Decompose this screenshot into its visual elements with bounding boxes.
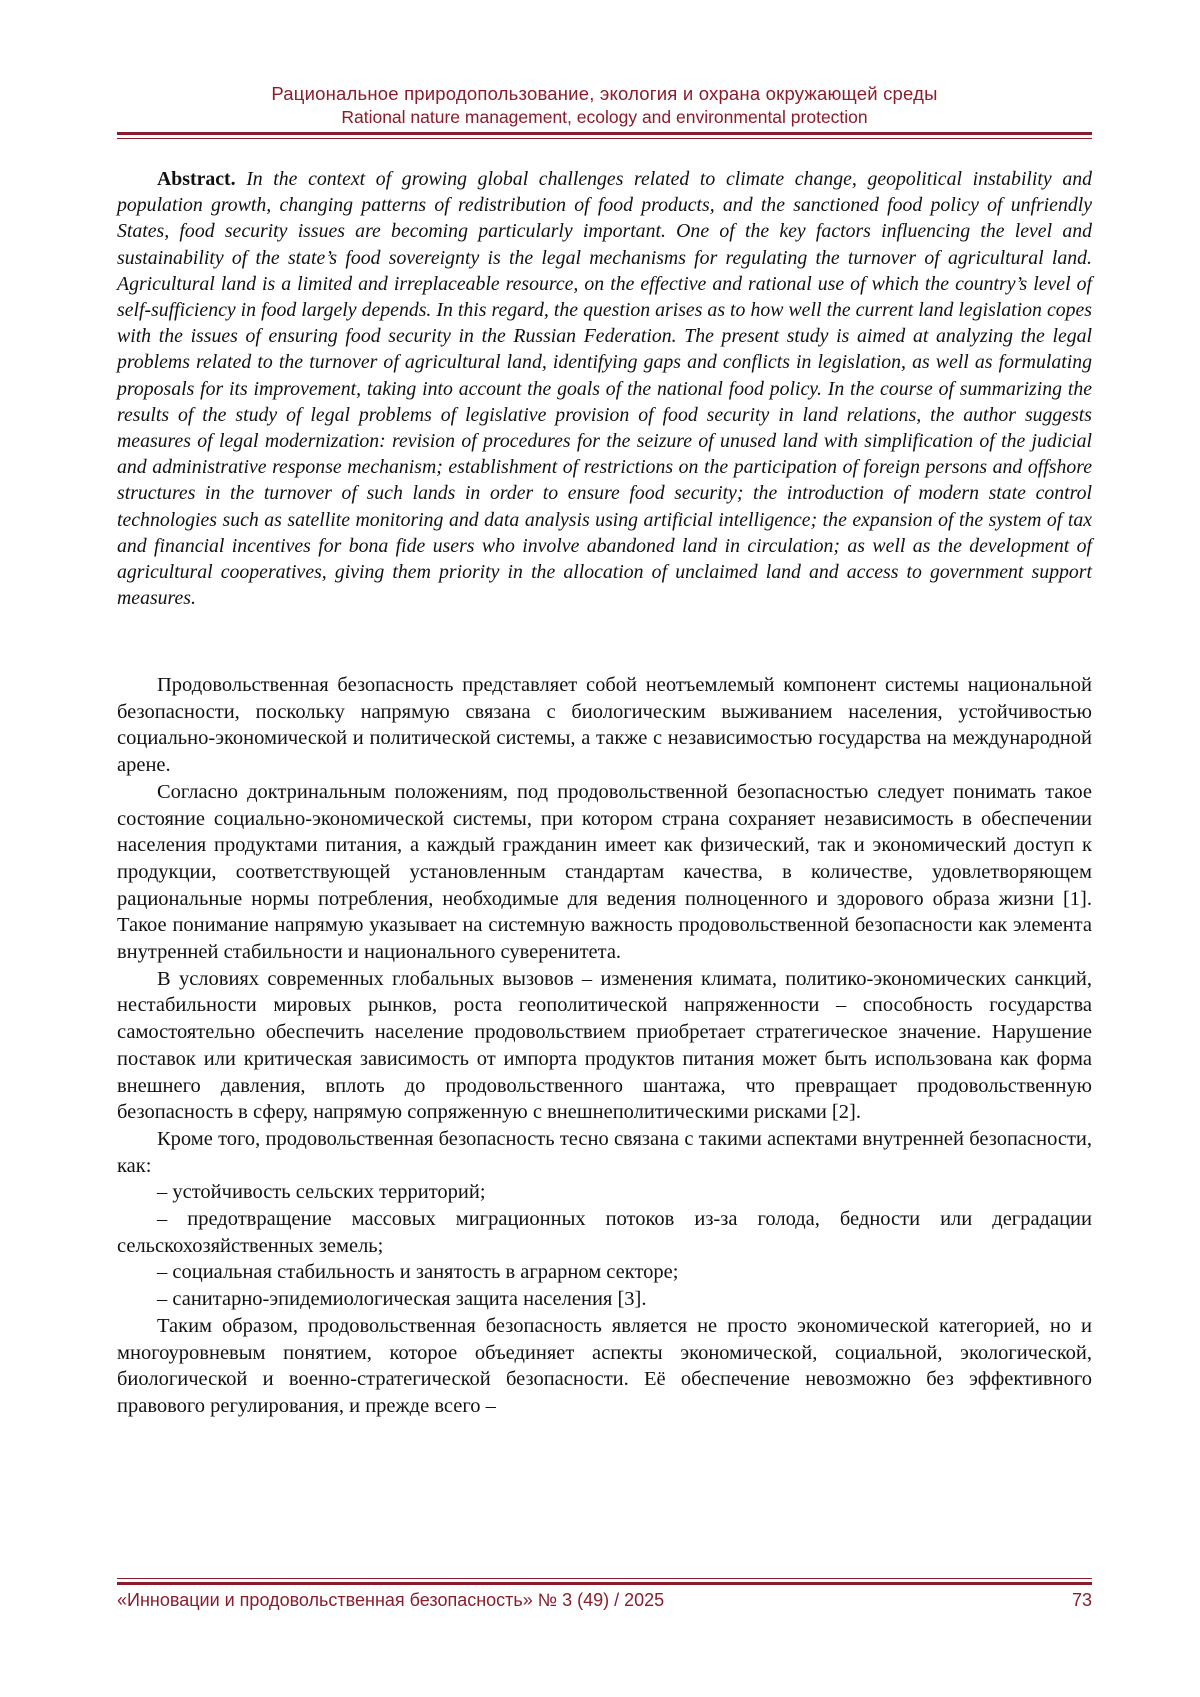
footer-rule-thin [117, 1578, 1092, 1579]
footer-journal: «Инновации и продовольственная безопасность» № 3 (49) / 2025 [117, 1590, 665, 1610]
header-rule-thick [117, 132, 1092, 135]
paragraph: Таким образом, продовольственная безопасность является не просто экономической категорией, но и многоуровневым понятием, которое объединяет аспекты экономической, социальной, экологической, биологической и военно-стратегической безопасности. Её обеспечение невозможно без эффективного правового регулирования, и прежде всего – [117, 1314, 1092, 1417]
body-text [117, 672, 1092, 1420]
paragraph: Продовольственная безопасность представляет собой неотъемлемый компонент системы национальной безопасности, поскольку напрямую связана с биологическим выживанием населения, устойчивостью социально-экономической и политической системы, а также с независимостью государства на международной арене. [117, 674, 1092, 777]
list-item: – социальная стабильность и занятость в аграрном секторе; [157, 1261, 679, 1284]
abstract-label: Abstract. [157, 168, 236, 190]
list-item: – устойчивость сельских территорий; [157, 1181, 486, 1204]
header-title-en: Rational nature management, ecology and environmental protection [341, 107, 868, 127]
list-item: – санитарно-эпидемиологическая защита населения [3]. [157, 1288, 647, 1311]
header-title-ru: Рациональное природопользование, экология и охрана окружающей среды [271, 83, 938, 104]
footer-rule-thick [117, 1582, 1092, 1585]
running-header [117, 82, 1092, 128]
list-item: – предотвращение массовых миграционных потоков из-за голода, бедности или деградации сельскохозяйственных земель; [117, 1208, 1092, 1257]
abstract-text: In the context of growing global challenges related to climate change, geopolitical instability and population growth, changing patterns of redistribution of food products, and the sanctioned food policy of unfriendly States, food security issues are becoming particularly important. One of the key factors influencing the level and sustainability of the state’s food sovereignty is the legal mechanisms for regulating the turnover of agricultural land. Agricultural land is a limited and irreplaceable resource, on the effective and rational use of which the country’s level of self-sufficiency in food largely depends. In this regard, the question arises as to how well the current land legislation copes with the issues of ensuring food security in the Russian Federation. The present study is aimed at analyzing the legal problems related to the turnover of agricultural land, identifying gaps and conflicts in legislation, as well as formulating proposals for its improvement, taking into account the goals of the national food policy. In the course of summarizing the results of the study of legal problems of legislative provision of food security in land relations, the author suggests measures of legal modernization: revision of procedures for the seizure of unused land with simplification of the judicial and administrative response mechanism; establishment of restrictions on the participation of foreign persons and offshore structures in the turnover of such lands in order to ensure food security; the introduction of modern state control technologies such as satellite monitoring and data analysis using artificial intelligence; the expansion of the system of tax and financial incentives for bona fide users who involve abandoned land in circulation; as well as the development of agricultural cooperatives, giving them priority in the allocation of unclaimed land and access to government support measures. [117, 168, 1092, 610]
header-rule-thin [117, 138, 1092, 139]
abstract [117, 166, 1092, 611]
page-number: 73 [1071, 1590, 1092, 1610]
paragraph: Согласно доктринальным положениям, под продовольственной безопасностью следует понимать такое состояние социально-экономической системы, при котором страна сохраняет независимость в обеспечении населения продуктами питания, а каждый гражданин имеет как физический, так и экономический доступ к продукции, соответствующей установленным стандартам качества, в количестве, удовлетворяющем рациональные нормы потребления, необходимые для ведения полноценного и здорового образа жизни [1]. Такое понимание напрямую указывает на системную важность продовольственной безопасности как элемента внутренней стабильности и национального суверенитета. [117, 780, 1092, 964]
paragraph: Кроме того, продовольственная безопасность тесно связана с такими аспектами внутренней безопасности, как: [117, 1127, 1092, 1177]
paragraph: В условиях современных глобальных вызовов – изменения климата, политико-экономических санкций, нестабильности мировых рынков, роста геополитической напряженности – способность государства самостоятельно обеспечить население продовольствием приобретает стратегическое значение. Нарушение поставок или критическая зависимость от импорта продуктов питания может быть использована как форма внешнего давления, вплоть до продовольственного шантажа, что превращает продовольственную безопасность в сферу, напрямую сопряженную с внешнеполитическими рисками [2]. [117, 967, 1092, 1124]
